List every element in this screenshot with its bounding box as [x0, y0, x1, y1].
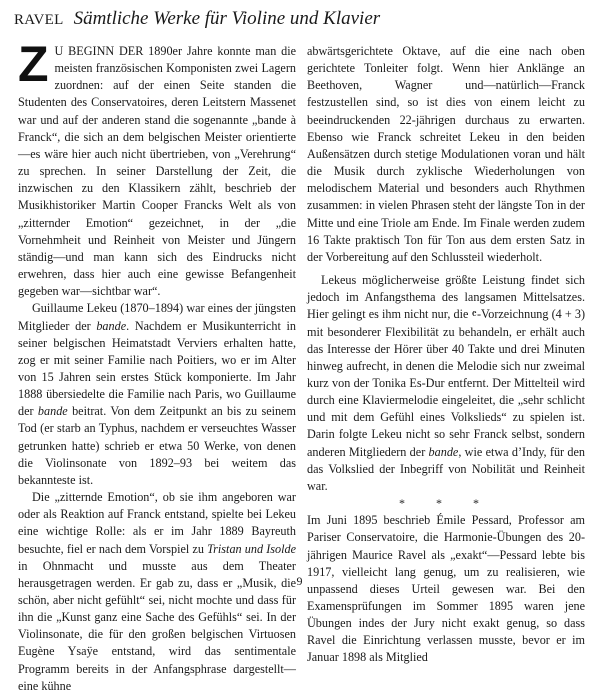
- paragraph-emotion: [18, 489, 296, 695]
- text-run: . Nachdem er Musikunterricht in seiner belgischen Heimatstadt Verviers erhalten hatte, zog er mit seiner Familie nach Poitiers, wo er im Alter von 15 Jahren sein erstes Stück komponierte. Im Jahr 1888 übersiedelte die Familie nach Paris, wo Guillaume der: [18, 318, 296, 419]
- text-run: Guillaume Lekeu (1870–1894) war eines der jüngsten Mitglieder der: [18, 301, 296, 333]
- drop-cap: Z: [18, 36, 49, 92]
- paragraph-continuation: abwärtsgerichtete Oktave, auf die eine nach oben gerichtete Tonleiter folgt. Wenn hier Anklänge an Beethoven, Wagner und—natürlich—Franck festzustellen sind, so ist dies von einem leicht zu beeindruckenden 22-jährigen durchaus zu erwarten. Ebenso wie Franck schreitet Lekeu in den beiden Außensätzen durch stetige Modulationen voran und hält die Musik durch zyklische Wiederholungen von melodischem Material und besonders auch Rhythmen zusammen: in vielen Phrasen steht der längste Ton in der Mitte und eine Triole am Ende. Im Finale werden zudem 16 Takte praktisch Ton für Ton aus dem ersten Satz in der Vorbereitung auf den Schlussteil wiederholt.: [307, 44, 585, 264]
- paragraph-intro: [18, 36, 296, 300]
- page-title: Sämtliche Werke für Violine und Klavier: [73, 8, 381, 29]
- paragraph-intro-text: U BEGINN DER 1890er Jahre konnte man die meisten französischen Komponisten zwei Lagern zuordnen: auf der einen Seite standen die Studenten des Conservatoires, deren Leitstern Massenet war und auf der anderen stand die sogenannte „bande à Franck“, die sich an dem belgischen Meister orientierte—es wäre hier auch nicht übertrieben, von „Verehrung“ zu sprechen. In seiner Darstellung der Zeit, die inzwischen zu den Klassikern zählt, beschrieb der Musikhistoriker Martin Cooper Francks Welt als von „zitternder Emotion“ gezeichnet, in der „die Vornehmheit und Reinheit von Meister und Jüngern ständig—und man kann sich des Eindrucks nicht erwehren, dass hier auch eine gewisse Befangenheit gegeben war—sichtbar war“.: [18, 44, 296, 299]
- time-signature-icon: 𝄴: [471, 307, 477, 322]
- section-separator: * * *: [399, 496, 493, 511]
- running-header: [14, 8, 589, 36]
- text-run: beitrat. Von dem Zeitpunkt an bis zu seinem Tod (er starb an Typhus, nachdem er verseuchtes Wasser getrunken hatte) schrieb er etwa 50 Werke, von denen die Violinsonate von 1892–93 bei weitem das bekannteste ist.: [18, 404, 297, 487]
- composer-name: RAVEL: [14, 12, 64, 28]
- paragraph-ravel: Im Juni 1895 beschrieb Émile Pessard, Professor am Pariser Conservatoire, die Harmonie-Übungen des 20-jährigen Maurice Ravel als „exakt“—Pessard lebte bis 1917, vielleicht lang genug, um zu realisieren, wie unpassend dieses Urteil gewesen war. Bei den Examensprüfungen im Sommer 1895 waren jene Übungen indes der Jury nicht exakt genug, so dass Ravel die Einrichtung verlassen musste, bevor er im Januar 1898 als Mitglied: [307, 513, 585, 665]
- page-number: 9: [296, 574, 303, 588]
- text-run: -Vorzeichnung (4 + 3) mit besonderer Flexibilität zu behandeln, er erhält auch das Interesse der Hörer über 40 Takte und drei Minuten hinweg aufrecht, in denen die Melodie sich nur zweimal kurz von der Tonika Es-Dur entfernt. Der Mittelteil wird durch eine Klaviermelodie eingeleitet, die „sehr schlicht und mit dem Gefühl eines Volkslieds“ zu spielen ist. Darin folgte Lekeu nicht so sehr Franck selbst, sondern anderen Mitgliedern der: [307, 307, 586, 459]
- paragraph-lekeu-bio: [18, 300, 296, 489]
- text-run: , wie etwa d’Indy, für den das Volkslied der Inbegriff von Nobilität und Reinheit war.: [307, 444, 585, 493]
- paragraph-slow-movement: [307, 272, 585, 495]
- text-run: in Ohnmacht und musste aus dem Theater herausgetragen werden. Er gab zu, dass er „Musik, die schön, aber nicht gefühlt“ sei, nicht mochte und dass für ihn die „Kunst ganz eine Sache des Gefühls“ sei. In der Violinsonate, die für den großen belgischen Virtuosen Eugène Ysaÿe entstand, wird das sentimentale Programm bereits in der Anfangsphrase dargestellt—eine kühne: [18, 558, 296, 693]
- left-column: [18, 36, 297, 695]
- text-run: Lekeus möglicherweise größte Leistung findet sich jedoch im Anfangsthema des langsamen Mittelsatzes. Hier gelingt es ihm nicht nur, die: [307, 273, 585, 322]
- italic-opera-title: Tristan und Isolde: [207, 541, 296, 556]
- italic-term: bande: [37, 404, 68, 419]
- text-run: Die „zitternde Emotion“, ob sie ihm angeboren war oder als Reaktion auf Franck entstand, spielte bei Lekeu eine wichtige Rolle: als er im Jahr 1889 Bayreuth besuchte, fiel er nach dem Vorspiel zu: [18, 490, 296, 556]
- italic-term: bande: [428, 444, 459, 459]
- italic-term: bande: [96, 318, 127, 333]
